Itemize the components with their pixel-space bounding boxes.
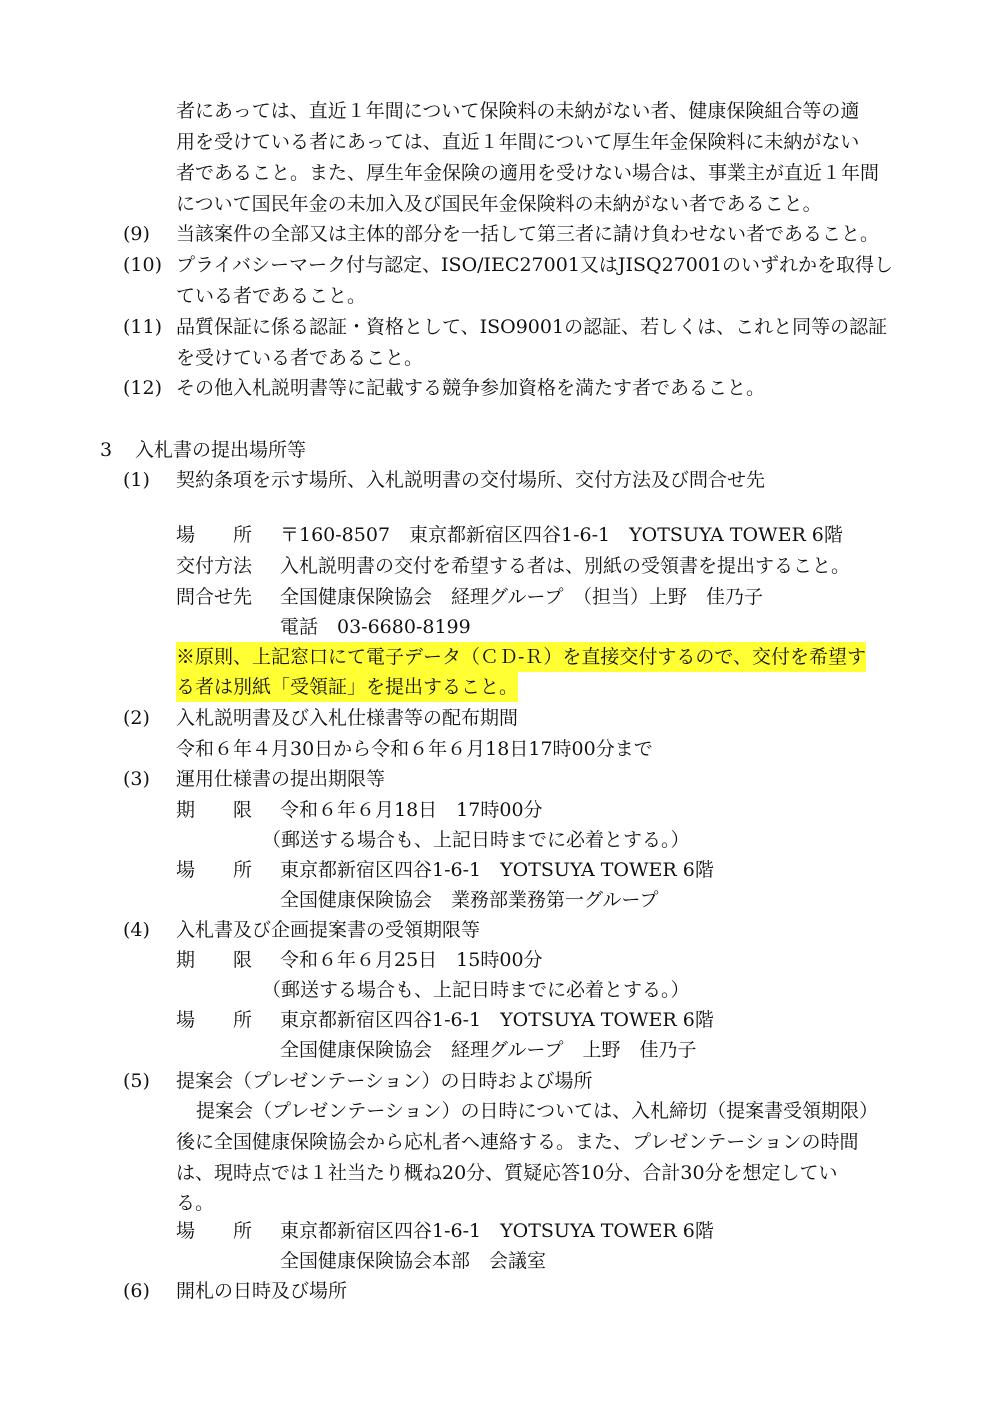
field-value: 令和６年６月18日 17時00分 (280, 799, 543, 821)
paragraph-line: 後に全国健康保険協会から応札者へ連絡する。また、プレゼンテーションの時間 (176, 1131, 859, 1153)
section-number: 3 (100, 439, 113, 461)
paragraph-line: 用を受けている者にあっては、直近１年間について厚生年金保険料に未納がない (176, 131, 860, 153)
item-text: ている者であること。 (176, 285, 367, 307)
field-value: 東京都新宿区四谷1-6-1 YOTSUYA TOWER 6階 (280, 859, 714, 881)
subsection-number: (1) (123, 469, 150, 491)
field-value: 令和６年６月25日 15時00分 (280, 949, 543, 971)
field-note: （郵送する場合も、上記日時までに必着とする。） (262, 979, 690, 1001)
field-label: 場 所 (176, 1220, 253, 1242)
item-text: その他入札説明書等に記載する競争参加資格を満たす者であること。 (176, 377, 766, 399)
field-value: 全国健康保険協会 経理グループ （担当）上野 佳乃子 (280, 586, 763, 608)
section-title: 入札書の提出場所等 (135, 439, 307, 461)
subsection-title: 提案会（プレゼンテーション）の日時および場所 (176, 1070, 593, 1092)
subsection-number: (6) (123, 1280, 150, 1302)
subsection-title: 開札の日時及び場所 (176, 1280, 348, 1302)
subsection-number: (5) (123, 1070, 150, 1092)
field-label: 場 所 (176, 524, 253, 546)
subsection-number: (3) (123, 768, 150, 790)
paragraph-line: は、現時点では１社当たり概ね20分、質疑応答10分、合計30分を想定してい (176, 1162, 838, 1184)
subsection-number: (2) (123, 707, 150, 729)
subsection-number: (4) (123, 919, 150, 941)
item-number: (12) (123, 377, 163, 399)
item-number: (10) (123, 254, 163, 276)
phone-number: 電話 03-6680-8199 (280, 616, 471, 638)
paragraph-line: 者にあっては、直近１年間について保険料の未納がない者、健康保険組合等の適 (176, 100, 860, 122)
field-value: 令和６年４月30日から令和６年６月18日17時00分まで (176, 738, 653, 760)
field-label: 場 所 (176, 1009, 253, 1031)
paragraph-line: について国民年金の未加入及び国民年金保険料の未納がない者であること。 (176, 193, 822, 215)
item-text: を受けている者であること。 (176, 347, 424, 369)
field-value: 全国健康保険協会 経理グループ 上野 佳乃子 (280, 1039, 697, 1061)
field-note: （郵送する場合も、上記日時までに必着とする。） (262, 829, 690, 851)
field-value: 全国健康保険協会 業務部業務第一グループ (280, 889, 659, 911)
field-label: 期 限 (176, 949, 253, 971)
field-label: 問合せ先 (176, 586, 253, 608)
subsection-title: 入札説明書及び入札仕様書等の配布期間 (176, 707, 519, 729)
field-value: 東京都新宿区四谷1-6-1 YOTSUYA TOWER 6階 (280, 1220, 714, 1242)
subsection-title: 契約条項を示す場所、入札説明書の交付場所、交付方法及び問合せ先 (176, 469, 766, 491)
item-number: (11) (123, 316, 163, 338)
item-text: 当該案件の全部又は主体的部分を一括して第三者に請け負わせない者であること。 (176, 223, 880, 245)
paragraph-line: 者であること。また、厚生年金保険の適用を受けない場合は、事業主が直近１年間 (176, 162, 880, 184)
field-label: 期 限 (176, 799, 253, 821)
field-value: 〒160-8507 東京都新宿区四谷1-6-1 YOTSUYA TOWER 6階 (280, 524, 843, 546)
highlighted-note: ※原則、上記窓口にて電子データ（ＣＤ-Ｒ）を直接交付するので、交付を希望す (176, 642, 866, 672)
field-value: 東京都新宿区四谷1-6-1 YOTSUYA TOWER 6階 (280, 1009, 714, 1031)
item-number: (9) (123, 223, 150, 245)
subsection-title: 入札書及び企画提案書の受領期限等 (176, 919, 481, 941)
paragraph-line: 提案会（プレゼンテーション）の日時については、入札締切（提案書受領期限） (196, 1100, 879, 1122)
subsection-title: 運用仕様書の提出期限等 (176, 768, 386, 790)
field-label: 交付方法 (176, 555, 253, 577)
item-text: 品質保証に係る認証・資格として、ISO9001の認証、若しくは、これと同等の認証 (176, 316, 888, 338)
field-value: 入札説明書の交付を希望する者は、別紙の受領書を提出すること。 (280, 555, 851, 577)
paragraph-line: る。 (176, 1192, 215, 1214)
field-label: 場 所 (176, 859, 253, 881)
item-text: プライバシーマーク付与認定、ISO/IEC27001又はJISQ27001のいずれかを取得し (176, 254, 894, 276)
highlighted-note: る者は別紙「受領証」を提出すること。 (176, 672, 518, 702)
field-value: 全国健康保険協会本部 会議室 (280, 1250, 547, 1272)
